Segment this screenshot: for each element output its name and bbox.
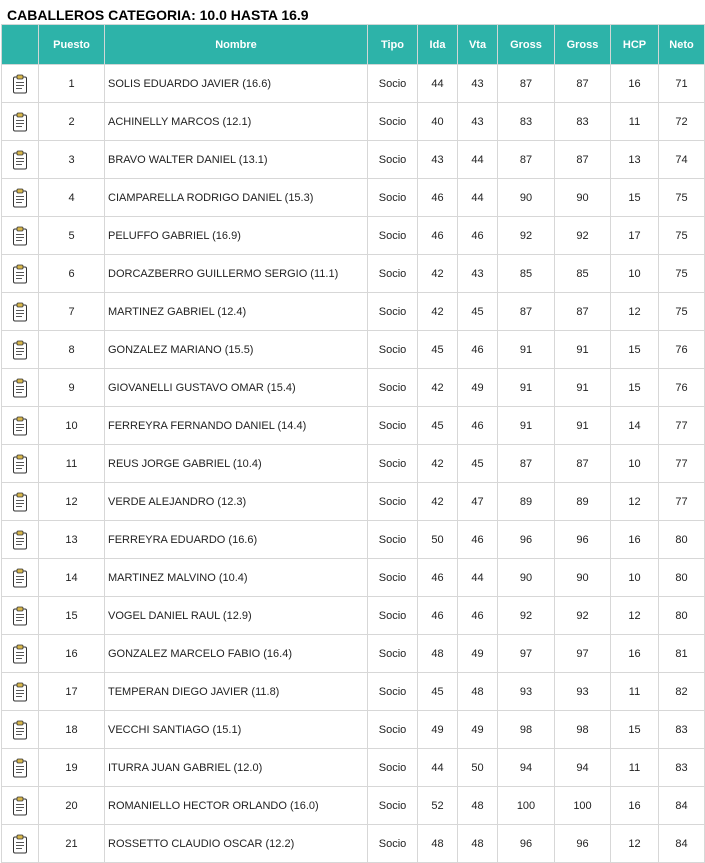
cell-tipo: Socio [368,559,418,597]
cell-tipo: Socio [368,635,418,673]
table-row [2,787,705,825]
scorecard-cell [2,711,39,749]
cell-nombre[interactable]: FERREYRA EDUARDO (16.6) [105,521,368,559]
header-gross[interactable]: Gross [498,25,555,65]
cell-neto: 77 [659,407,705,445]
cell-vta: 46 [458,597,498,635]
table-row [2,749,705,787]
scorecard-clipboard-icon[interactable] [12,302,28,322]
table-row [2,217,705,255]
scorecard-cell [2,141,39,179]
cell-gross2: 85 [555,255,611,293]
cell-nombre[interactable]: GIOVANELLI GUSTAVO OMAR (15.4) [105,369,368,407]
cell-ida: 42 [418,369,458,407]
cell-gross1: 83 [498,103,555,141]
cell-gross1: 90 [498,179,555,217]
cell-nombre[interactable]: VOGEL DANIEL RAUL (12.9) [105,597,368,635]
cell-gross1: 100 [498,787,555,825]
scorecard-clipboard-icon[interactable] [12,340,28,360]
results-body [2,65,705,863]
cell-hcp: 10 [611,559,659,597]
cell-puesto: 3 [39,141,105,179]
cell-gross2: 94 [555,749,611,787]
cell-neto: 83 [659,711,705,749]
table-row [2,293,705,331]
cell-tipo: Socio [368,597,418,635]
cell-vta: 44 [458,179,498,217]
cell-ida: 45 [418,673,458,711]
cell-nombre[interactable]: VECCHI SANTIAGO (15.1) [105,711,368,749]
cell-vta: 43 [458,255,498,293]
cell-hcp: 15 [611,179,659,217]
cell-nombre[interactable]: GONZALEZ MARCELO FABIO (16.4) [105,635,368,673]
cell-neto: 80 [659,521,705,559]
cell-puesto: 8 [39,331,105,369]
cell-puesto: 5 [39,217,105,255]
header-neto[interactable]: Neto [659,25,705,65]
cell-tipo: Socio [368,331,418,369]
cell-neto: 82 [659,673,705,711]
cell-vta: 43 [458,65,498,103]
cell-ida: 40 [418,103,458,141]
cell-gross2: 93 [555,673,611,711]
cell-ida: 43 [418,141,458,179]
cell-tipo: Socio [368,103,418,141]
cell-tipo: Socio [368,293,418,331]
cell-gross2: 89 [555,483,611,521]
cell-ida: 48 [418,825,458,863]
cell-neto: 76 [659,369,705,407]
header-gross-2[interactable]: Gross [555,25,611,65]
table-row [2,179,705,217]
scorecard-cell [2,825,39,863]
cell-nombre[interactable]: ITURRA JUAN GABRIEL (12.0) [105,749,368,787]
cell-hcp: 12 [611,597,659,635]
cell-gross1: 87 [498,445,555,483]
table-header-row [2,25,705,65]
scorecard-clipboard-icon[interactable] [12,834,28,854]
table-row [2,103,705,141]
cell-neto: 77 [659,445,705,483]
cell-tipo: Socio [368,483,418,521]
page-title: CABALLEROS CATEGORIA: 10.0 HASTA 16.9 [7,7,309,23]
scorecard-clipboard-icon[interactable] [12,796,28,816]
cell-gross1: 92 [498,597,555,635]
scorecard-clipboard-icon[interactable] [12,682,28,702]
table-row [2,445,705,483]
cell-puesto: 6 [39,255,105,293]
cell-vta: 46 [458,407,498,445]
table-row [2,331,705,369]
cell-vta: 44 [458,141,498,179]
cell-tipo: Socio [368,65,418,103]
cell-gross1: 89 [498,483,555,521]
cell-puesto: 2 [39,103,105,141]
cell-neto: 83 [659,749,705,787]
table-row [2,521,705,559]
scorecard-cell [2,483,39,521]
table-row [2,369,705,407]
cell-tipo: Socio [368,255,418,293]
cell-hcp: 11 [611,749,659,787]
cell-hcp: 12 [611,483,659,521]
cell-nombre[interactable]: PELUFFO GABRIEL (16.9) [105,217,368,255]
cell-gross1: 91 [498,331,555,369]
cell-tipo: Socio [368,369,418,407]
cell-hcp: 17 [611,217,659,255]
cell-neto: 75 [659,293,705,331]
scorecard-cell [2,635,39,673]
results-table [1,24,705,863]
scorecard-cell [2,293,39,331]
cell-vta: 46 [458,331,498,369]
cell-gross1: 97 [498,635,555,673]
cell-nombre[interactable]: MARTINEZ GABRIEL (12.4) [105,293,368,331]
cell-hcp: 15 [611,369,659,407]
cell-neto: 72 [659,103,705,141]
scorecard-cell [2,597,39,635]
cell-tipo: Socio [368,787,418,825]
cell-puesto: 20 [39,787,105,825]
cell-nombre[interactable]: ACHINELLY MARCOS (12.1) [105,103,368,141]
cell-hcp: 12 [611,825,659,863]
cell-ida: 42 [418,293,458,331]
table-row [2,559,705,597]
cell-puesto: 21 [39,825,105,863]
cell-gross1: 92 [498,217,555,255]
scorecard-cell [2,65,39,103]
scorecard-clipboard-icon[interactable] [12,416,28,436]
cell-vta: 46 [458,521,498,559]
cell-gross1: 87 [498,141,555,179]
header-hcp[interactable]: HCP [611,25,659,65]
header-puesto[interactable]: Puesto [39,25,105,65]
scorecard-cell [2,559,39,597]
cell-nombre[interactable]: REUS JORGE GABRIEL (10.4) [105,445,368,483]
cell-ida: 46 [418,217,458,255]
cell-ida: 49 [418,711,458,749]
cell-neto: 75 [659,217,705,255]
cell-vta: 45 [458,293,498,331]
cell-gross2: 87 [555,141,611,179]
cell-gross2: 87 [555,445,611,483]
cell-ida: 46 [418,597,458,635]
cell-vta: 49 [458,369,498,407]
scorecard-clipboard-icon[interactable] [12,188,28,208]
scorecard-clipboard-icon[interactable] [12,226,28,246]
scorecard-cell [2,521,39,559]
scorecard-cell [2,445,39,483]
cell-hcp: 16 [611,65,659,103]
cell-neto: 77 [659,483,705,521]
cell-hcp: 11 [611,673,659,711]
cell-ida: 44 [418,749,458,787]
cell-gross1: 87 [498,65,555,103]
scorecard-cell [2,369,39,407]
cell-tipo: Socio [368,825,418,863]
cell-vta: 44 [458,559,498,597]
cell-puesto: 19 [39,749,105,787]
table-row [2,825,705,863]
cell-ida: 48 [418,635,458,673]
cell-nombre[interactable]: GONZALEZ MARIANO (15.5) [105,331,368,369]
cell-tipo: Socio [368,749,418,787]
scorecard-clipboard-icon[interactable] [12,568,28,588]
cell-puesto: 1 [39,65,105,103]
cell-tipo: Socio [368,217,418,255]
table-row [2,711,705,749]
cell-gross2: 92 [555,217,611,255]
cell-hcp: 10 [611,445,659,483]
cell-ida: 52 [418,787,458,825]
cell-nombre[interactable]: FERREYRA FERNANDO DANIEL (14.4) [105,407,368,445]
cell-gross1: 90 [498,559,555,597]
cell-nombre[interactable]: MARTINEZ MALVINO (10.4) [105,559,368,597]
cell-tipo: Socio [368,141,418,179]
scorecard-clipboard-icon[interactable] [12,264,28,284]
scorecard-cell [2,331,39,369]
scorecard-clipboard-icon[interactable] [12,644,28,664]
cell-hcp: 13 [611,141,659,179]
header-nombre[interactable]: Nombre [105,25,368,65]
cell-vta: 49 [458,711,498,749]
cell-puesto: 9 [39,369,105,407]
header-ida[interactable]: Ida [418,25,458,65]
cell-gross2: 83 [555,103,611,141]
cell-neto: 71 [659,65,705,103]
cell-gross2: 96 [555,521,611,559]
cell-puesto: 17 [39,673,105,711]
cell-hcp: 16 [611,521,659,559]
cell-hcp: 15 [611,331,659,369]
cell-nombre[interactable]: CIAMPARELLA RODRIGO DANIEL (15.3) [105,179,368,217]
cell-tipo: Socio [368,673,418,711]
cell-hcp: 16 [611,787,659,825]
cell-nombre[interactable]: DORCAZBERRO GUILLERMO SERGIO (11.1) [105,255,368,293]
cell-hcp: 15 [611,711,659,749]
cell-gross2: 98 [555,711,611,749]
scorecard-cell [2,179,39,217]
cell-gross1: 94 [498,749,555,787]
cell-vta: 43 [458,103,498,141]
cell-vta: 45 [458,445,498,483]
cell-nombre[interactable]: ROSSETTO CLAUDIO OSCAR (12.2) [105,825,368,863]
table-row [2,597,705,635]
cell-gross1: 87 [498,293,555,331]
cell-nombre[interactable]: ROMANIELLO HECTOR ORLANDO (16.0) [105,787,368,825]
cell-neto: 80 [659,559,705,597]
cell-hcp: 14 [611,407,659,445]
cell-neto: 75 [659,179,705,217]
cell-gross2: 91 [555,331,611,369]
cell-nombre[interactable]: VERDE ALEJANDRO (12.3) [105,483,368,521]
cell-gross2: 91 [555,369,611,407]
cell-gross1: 91 [498,369,555,407]
table-row [2,255,705,293]
scorecard-clipboard-icon[interactable] [12,720,28,740]
table-row [2,635,705,673]
scorecard-clipboard-icon[interactable] [12,74,28,94]
cell-neto: 84 [659,825,705,863]
cell-tipo: Socio [368,407,418,445]
scorecard-clipboard-icon[interactable] [12,530,28,550]
cell-vta: 49 [458,635,498,673]
cell-vta: 46 [458,217,498,255]
cell-puesto: 7 [39,293,105,331]
cell-neto: 74 [659,141,705,179]
cell-vta: 48 [458,787,498,825]
table-row [2,65,705,103]
scorecard-clipboard-icon[interactable] [12,758,28,778]
table-row [2,673,705,711]
table-row [2,483,705,521]
cell-gross1: 96 [498,825,555,863]
cell-gross2: 96 [555,825,611,863]
cell-ida: 42 [418,483,458,521]
cell-gross2: 87 [555,65,611,103]
scorecard-clipboard-icon[interactable] [12,150,28,170]
cell-neto: 75 [659,255,705,293]
cell-tipo: Socio [368,179,418,217]
cell-ida: 50 [418,521,458,559]
cell-tipo: Socio [368,711,418,749]
cell-hcp: 10 [611,255,659,293]
cell-neto: 84 [659,787,705,825]
scorecard-clipboard-icon[interactable] [12,606,28,626]
cell-puesto: 11 [39,445,105,483]
scorecard-cell [2,787,39,825]
cell-nombre[interactable]: BRAVO WALTER DANIEL (13.1) [105,141,368,179]
cell-puesto: 14 [39,559,105,597]
cell-ida: 42 [418,255,458,293]
scorecard-clipboard-icon[interactable] [12,112,28,132]
cell-puesto: 15 [39,597,105,635]
cell-gross2: 97 [555,635,611,673]
cell-neto: 80 [659,597,705,635]
cell-tipo: Socio [368,445,418,483]
header-tipo[interactable]: Tipo [368,25,418,65]
cell-puesto: 12 [39,483,105,521]
cell-vta: 47 [458,483,498,521]
scorecard-cell [2,103,39,141]
cell-vta: 48 [458,825,498,863]
cell-vta: 50 [458,749,498,787]
cell-nombre[interactable]: TEMPERAN DIEGO JAVIER (11.8) [105,673,368,711]
cell-gross2: 100 [555,787,611,825]
cell-gross1: 98 [498,711,555,749]
cell-tipo: Socio [368,521,418,559]
cell-hcp: 16 [611,635,659,673]
cell-gross2: 87 [555,293,611,331]
cell-gross1: 93 [498,673,555,711]
scorecard-clipboard-icon[interactable] [12,378,28,398]
cell-ida: 45 [418,331,458,369]
cell-gross1: 96 [498,521,555,559]
scorecard-clipboard-icon[interactable] [12,454,28,474]
cell-ida: 46 [418,179,458,217]
cell-nombre[interactable]: SOLIS EDUARDO JAVIER (16.6) [105,65,368,103]
header-vta[interactable]: Vta [458,25,498,65]
cell-puesto: 4 [39,179,105,217]
scorecard-clipboard-icon[interactable] [12,492,28,512]
cell-ida: 45 [418,407,458,445]
scorecard-cell [2,255,39,293]
cell-gross1: 85 [498,255,555,293]
scorecard-cell [2,217,39,255]
scorecard-cell [2,673,39,711]
cell-gross2: 92 [555,597,611,635]
cell-gross2: 91 [555,407,611,445]
cell-ida: 44 [418,65,458,103]
cell-vta: 48 [458,673,498,711]
cell-gross1: 91 [498,407,555,445]
cell-puesto: 18 [39,711,105,749]
table-row [2,407,705,445]
table-row [2,141,705,179]
cell-neto: 81 [659,635,705,673]
cell-hcp: 12 [611,293,659,331]
cell-neto: 76 [659,331,705,369]
cell-gross2: 90 [555,559,611,597]
scorecard-cell [2,749,39,787]
cell-ida: 46 [418,559,458,597]
cell-puesto: 13 [39,521,105,559]
cell-puesto: 16 [39,635,105,673]
scorecard-cell [2,407,39,445]
cell-hcp: 11 [611,103,659,141]
header-icon-column [2,25,39,65]
cell-gross2: 90 [555,179,611,217]
cell-ida: 42 [418,445,458,483]
cell-puesto: 10 [39,407,105,445]
